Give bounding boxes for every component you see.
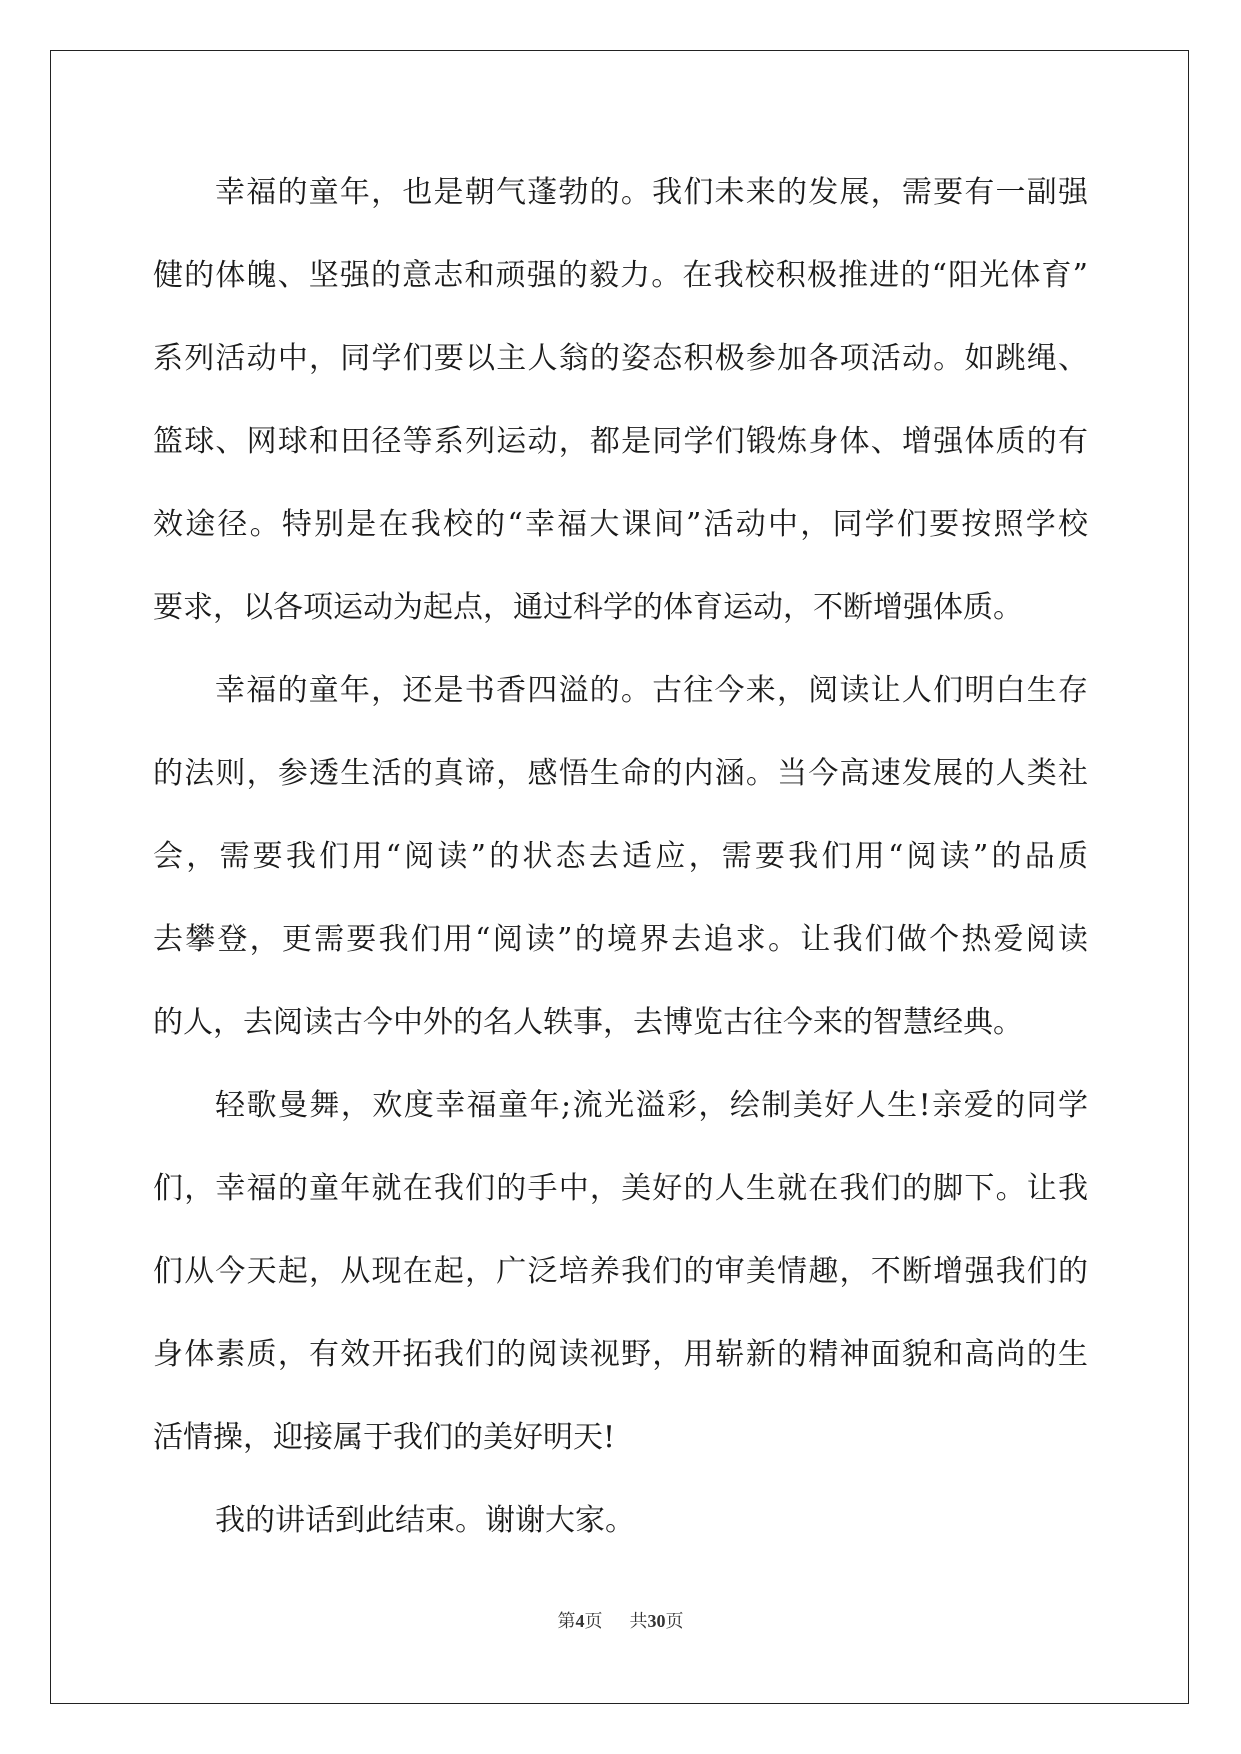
paragraph-1-line-2: 健的体魄、坚强的意志和顽强的毅力。在我校积极推进的“阳光体育” bbox=[153, 258, 1088, 293]
paragraph-2-line-2: 的法则，参透生活的真谛，感悟生命的内涵。当今高速发展的人类社 bbox=[153, 756, 1088, 791]
paragraph-1-line-4: 篮球、网球和田径等系列运动，都是同学们锻炼身体、增强体质的有 bbox=[153, 424, 1088, 459]
paragraph-2-line-4: 去攀登，更需要我们用“阅读”的境界去追求。让我们做个热爱阅读 bbox=[153, 922, 1088, 957]
paragraph-2-line-1: 幸福的童年，还是书香四溢的。古往今来，阅读让人们明白生存 bbox=[215, 673, 1088, 708]
paragraph-1-line-1: 幸福的童年，也是朝气蓬勃的。我们未来的发展，需要有一副强 bbox=[215, 175, 1088, 210]
footer-page-number: 4 bbox=[575, 1611, 585, 1631]
footer-total-suffix: 页 bbox=[665, 1611, 684, 1631]
page-footer bbox=[0, 1607, 1241, 1633]
footer-page-suffix: 页 bbox=[584, 1611, 603, 1631]
paragraph-4-line-1: 我的讲话到此结束。谢谢大家。 bbox=[215, 1503, 635, 1538]
paragraph-3-line-1: 轻歌曼舞，欢度幸福童年;流光溢彩，绘制美好人生!亲爱的同学 bbox=[215, 1088, 1088, 1123]
paragraph-1-line-3: 系列活动中，同学们要以主人翁的姿态积极参加各项活动。如跳绳、 bbox=[153, 341, 1088, 376]
paragraph-2-line-3: 会，需要我们用“阅读”的状态去适应，需要我们用“阅读”的品质 bbox=[153, 839, 1088, 874]
footer-total-pages: 30 bbox=[647, 1611, 666, 1631]
paragraph-1-line-6: 要求，以各项运动为起点，通过科学的体育运动，不断增强体质。 bbox=[153, 590, 1023, 625]
paragraph-2-line-5: 的人，去阅读古今中外的名人轶事，去博览古往今来的智慧经典。 bbox=[153, 1005, 1023, 1040]
paragraph-1-line-5: 效途径。特别是在我校的“幸福大课间”活动中，同学们要按照学校 bbox=[153, 507, 1088, 542]
paragraph-3-line-4: 身体素质，有效开拓我们的阅读视野，用崭新的精神面貌和高尚的生 bbox=[153, 1337, 1088, 1372]
paragraph-3-line-2: 们，幸福的童年就在我们的手中，美好的人生就在我们的脚下。让我 bbox=[153, 1171, 1088, 1206]
paragraph-3-line-3: 们从今天起，从现在起，广泛培养我们的审美情趣，不断增强我们的 bbox=[153, 1254, 1088, 1289]
footer-page-prefix: 第 bbox=[557, 1611, 576, 1631]
paragraph-3-line-5: 活情操，迎接属于我们的美好明天! bbox=[153, 1420, 616, 1455]
document-body bbox=[153, 160, 1088, 1571]
footer-total-prefix: 共 bbox=[629, 1611, 648, 1631]
